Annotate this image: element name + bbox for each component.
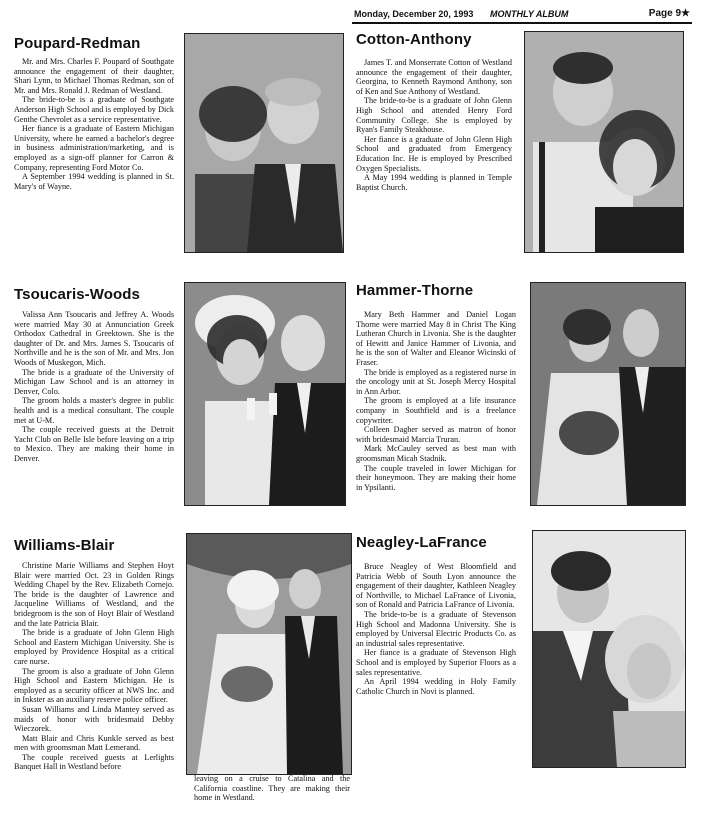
- continued-text: [194, 774, 350, 803]
- section-name: MONTHLY ALBUM: [490, 9, 569, 19]
- paragraph: Mary Beth Hammer and Daniel Logan Thorne were married May 8 in Christ The King Lutheran Church in Livonia. She is the daughter of Hewitt and Janice Hammer of Livonia, and he is the son of Walter and Eleanor Wicinski of Fraser.: [356, 310, 516, 367]
- announcement-heading: Tsoucaris-Woods: [14, 286, 140, 303]
- paragraph: Colleen Dagher served as matron of honor with bridesmaid Marcia Truran.: [356, 425, 516, 444]
- announcement-body: [356, 562, 516, 696]
- paragraph: Christine Marie Williams and Stephen Hoyt Blair were married Oct. 23 in Golden Rings Wedding Chapel by the Rev. Elizabeth Cornejo. The bride is the daughter of Lawrence and Jacqueline Williams of Westland, and the bridegroom is the son of Hoyt Blair of Westland and the late Patricia Blair.: [14, 561, 174, 628]
- paragraph: The couple received guests at Lerlights Banquet Hall in Westland before: [14, 752, 174, 772]
- paragraph: A September 1994 wedding is planned in St. Mary's of Wayne.: [14, 172, 174, 191]
- paragraph: The groom is employed at a life insurance company in Southfield and is a freelance copywriter.: [356, 396, 516, 425]
- paragraph: James T. and Monserrate Cotton of Westland announce the engagement of their daughter, Georgina, to Kenneth Raymond Anthony, son of Ken and Sue Anthony of Westland.: [356, 58, 512, 96]
- couple-photo: [532, 530, 686, 768]
- paragraph: The bride-to-be is a graduate of John Glenn High School and attended Henry Ford Community College. She is employed by Ryan's Family Steakhouse.: [356, 96, 512, 135]
- announcement-body: [14, 57, 174, 191]
- paragraph: The bride is a graduate of John Glenn High School and Eastern Michigan University. She is employed by Providence Hospital as a critical care nurse.: [14, 628, 174, 666]
- announcement-body: [356, 310, 516, 492]
- paragraph: A May 1994 wedding is planned in Temple Baptist Church.: [356, 173, 512, 192]
- page-number: Page 9★: [648, 8, 690, 19]
- announcement-heading: Hammer-Thorne: [356, 282, 474, 299]
- couple-photo: [186, 533, 352, 775]
- paragraph: The bride-to-be is a graduate of Stevenson High School and Madonna University. She is employed by Universal Electric Products Co. as an industrial sales representative.: [356, 609, 516, 648]
- announcement-heading: Poupard-Redman: [14, 35, 141, 52]
- paragraph: The bride-to-be is a graduate of Southgate Anderson High School and is employed by Dick Genthe Chevrolet as a service representative.: [14, 95, 174, 124]
- paragraph: Mr. and Mrs. Charles F. Poupard of Southgate announce the engagement of their daughter, Shari Lynn, to Michael Thomas Redman, son of Mr. and Mrs. Ronald J. Redman of Westland.: [14, 57, 174, 95]
- paragraph: The bride is a graduate of the University of Michigan Law School and is an attorney in Denver, Colo.: [14, 367, 174, 396]
- issue-date: Monday, December 20, 1993: [354, 9, 474, 19]
- announcement-heading: Williams-Blair: [14, 537, 115, 554]
- announcement-heading: Neagley-LaFrance: [356, 534, 487, 551]
- paragraph: The groom holds a master's degree in public health and is a medical consultant. The couple met at U-M.: [14, 396, 174, 425]
- paragraph: Mark McCauley served as best man with groomsman Micah Stadnik.: [356, 444, 516, 463]
- paragraph: Susan Williams and Linda Mantey served as maids of honor with bridesmaid Debby Wieczorek.: [14, 704, 174, 734]
- paragraph: Her fiance is a graduate of Stevenson High School and is employed by Superior Floors as a sales representative.: [356, 648, 516, 677]
- paragraph: Her fiance is a graduate of Eastern Michigan University, where he earned a bachelor's degree in business administration/marketing, and is employed as a sign-off planner for Carron & Company, representing Ford Motor Co.: [14, 124, 174, 172]
- paragraph: leaving on a cruise to Catalina and the California coastline. They are making their home in Westland.: [194, 774, 350, 803]
- couple-photo: [530, 282, 686, 506]
- couple-photo: [184, 282, 346, 506]
- paragraph: An April 1994 wedding in Holy Family Catholic Church in Novi is planned.: [356, 677, 516, 696]
- paragraph: Her fiance is a graduate of John Glenn High School and graduated from Emergency Education Inc. He is employed by Prescribed Oxygen Specialists.: [356, 134, 512, 173]
- announcement-body: [356, 58, 512, 192]
- announcement-body: [14, 310, 174, 464]
- paragraph: The bride is employed as a registered nurse in the oncology unit at St. Joseph Mercy Hospital in Ann Arbor.: [356, 367, 516, 396]
- paragraph: Valissa Ann Tsoucaris and Jeffrey A. Woods were married May 30 at Annunciation Greek Orthodox Cathedral in Greektown. She is the daughter of Dr. and Mrs. James S. Tsoucaris of Northville and he is the son of Mr. and Mrs. Jon Woods of Muskegon, Mich.: [14, 310, 174, 367]
- announcement-body: [14, 561, 174, 772]
- page-masthead: [352, 6, 692, 24]
- announcement-heading: Cotton-Anthony: [356, 31, 472, 48]
- paragraph: The groom is also a graduate of John Glenn High School and Eastern Michigan. He is employed as a security officer at NWS Inc. and in Inkster as an auxiliary reserve police officer.: [14, 666, 174, 705]
- paragraph: Bruce Neagley of West Bloomfield and Patricia Webb of South Lyon announce the engagement of their daughter, Kathleen Neagley of Northville, to Michael LaFrance of Livonia, son of Ronald and Patricia LaFrance of Livonia.: [356, 562, 516, 610]
- couple-photo: [184, 33, 344, 253]
- paragraph: The couple received guests at the Detroit Yacht Club on Belle Isle before leaving on a trip to Mexico. They are making their home in Denver.: [14, 425, 174, 463]
- paragraph: The couple traveled in lower Michigan for their honeymoon. They are making their home in Ypsilanti.: [356, 463, 516, 492]
- paragraph: Matt Blair and Chris Kunkle served as best men with groomsman Matt Lemerand.: [14, 733, 174, 753]
- couple-photo: [524, 31, 684, 253]
